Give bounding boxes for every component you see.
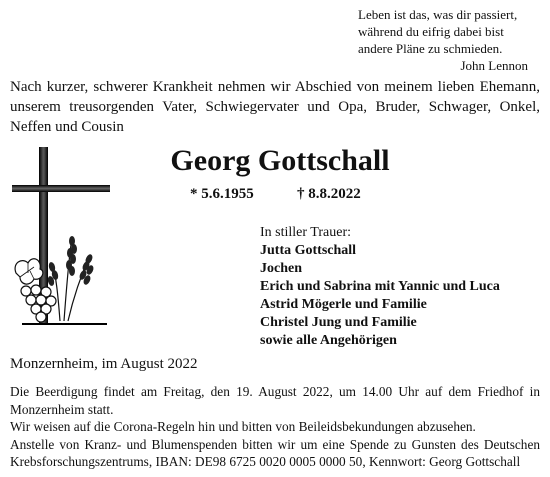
mourner-name: Erich und Sabrina mit Yannic und Luca [260,279,500,294]
quote-block [358,6,538,74]
quote-line: Leben ist das, was dir passiert, [358,7,518,22]
mourner-name: Astrid Mögerle und Familie [260,297,427,312]
cross-with-wheat-and-grapes-icon [12,145,112,330]
birth-date: * 5.6.1955 [190,186,254,202]
quote-author: John Lennon [460,58,528,73]
mourner-name: Christel Jung und Familie [260,315,417,330]
death-date: † 8.8.2022 [297,186,361,202]
funeral-notes [10,383,540,471]
deceased-name: Georg Gottschall [170,144,390,177]
mourner-name: sowie alle Angehörigen [260,333,397,348]
mourners-list [260,224,545,350]
quote-line: während du eifrig dabei bist [358,24,504,39]
funeral-note: Anstelle von Kranz- und Blumenspenden bitten wir um eine Spende zu Gunsten des Deutschen Krebsforschungszentrums, IBAN: DE98 6725 0020 0005 0000 50, Kennwort: Georg Gottschall [10,436,540,469]
funeral-note: Wir weisen auf die Corona-Regeln hin und bitten von Beileidsbekundungen abzusehen. [10,419,476,434]
mourner-name: Jutta Gottschall [260,243,357,258]
mourners-heading: In stiller Trauer: [260,225,351,240]
funeral-note: Die Beerdigung findet am Freitag, den 19. August 2022, um 14.00 Uhr auf dem Friedhof in Monzernheim statt. [10,384,540,417]
mourner-name: Jochen [260,261,302,276]
intro-text: Nach kurzer, schwerer Krankheit nehmen wir Abschied von meinem lieben Ehemann, unserem treusorgenden Vater, Schwiegervater und Opa, Bruder, Schwager, Onkel, Neffen und Cousin [10,79,540,135]
quote-line: andere Pläne zu schmieden. [358,41,503,56]
place-and-date: Monzernheim, im August 2022 [10,356,198,372]
